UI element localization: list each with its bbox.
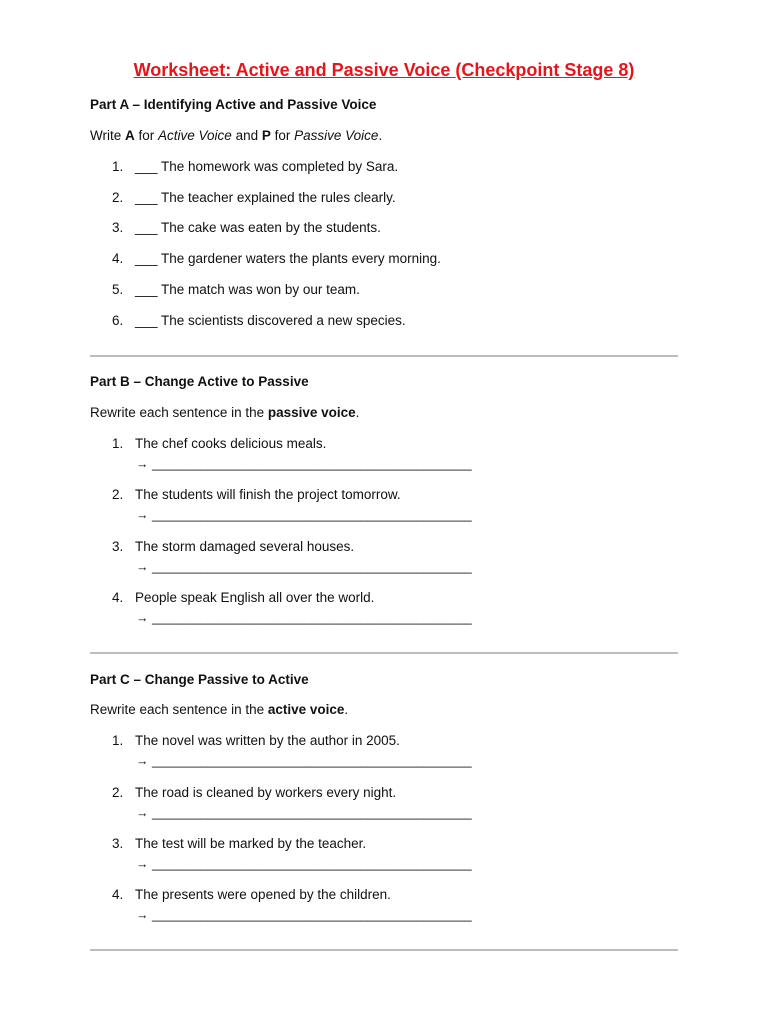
- item-number: 1.: [112, 733, 124, 748]
- part-b-item: [112, 539, 354, 554]
- instr-bold: active voice: [267, 702, 345, 717]
- part-b-item: [112, 487, 401, 502]
- item-number: 3.: [112, 836, 124, 851]
- part-a-item: [112, 220, 381, 235]
- item-text: ___ The gardener waters the plants every morning.: [135, 251, 441, 266]
- answer-line[interactable]: → ______________________________________________: [136, 857, 472, 871]
- instr-bold: passive voice: [267, 405, 356, 420]
- item-text: The students will finish the project tomorrow.: [135, 487, 401, 502]
- item-text: ___ The scientists discovered a new species.: [135, 313, 406, 328]
- item-number: 5.: [112, 282, 124, 297]
- answer-line[interactable]: → ______________________________________________: [136, 754, 472, 768]
- answer-line[interactable]: → ______________________________________________: [136, 806, 472, 820]
- part-c-item: [112, 733, 400, 748]
- answer-line[interactable]: → ______________________________________________: [136, 560, 472, 574]
- instr-bold: A: [125, 128, 135, 143]
- item-number: 2.: [112, 190, 124, 205]
- instr-text: .: [355, 405, 360, 420]
- instr-text: Rewrite each sentence in the: [90, 702, 268, 717]
- item-text: The storm damaged several houses.: [135, 539, 355, 554]
- item-number: 3.: [112, 539, 124, 554]
- instr-text: Rewrite each sentence in the: [90, 405, 268, 420]
- item-number: 4.: [112, 887, 124, 902]
- part-c-instructions: [90, 702, 348, 717]
- item-text: ___ The match was won by our team.: [135, 282, 360, 297]
- part-b-item: [112, 590, 374, 605]
- item-number: 4.: [112, 590, 124, 605]
- item-number: 1.: [112, 436, 124, 451]
- item-number: 3.: [112, 220, 124, 235]
- part-c-item: [112, 785, 396, 800]
- part-a-item: [112, 282, 360, 297]
- item-text: The novel was written by the author in 2005.: [135, 733, 400, 748]
- answer-line[interactable]: → ______________________________________________: [136, 508, 472, 522]
- instr-italic: Active Voice: [158, 128, 232, 143]
- instr-bold: P: [261, 128, 271, 143]
- item-number: 2.: [112, 785, 124, 800]
- answer-line[interactable]: → ______________________________________________: [136, 908, 472, 922]
- part-c-item: [112, 887, 391, 902]
- part-a-instructions: [90, 128, 382, 143]
- item-text: The presents were opened by the children.: [135, 887, 391, 902]
- instr-text: for: [134, 128, 159, 143]
- item-text: ___ The cake was eaten by the students.: [135, 220, 381, 235]
- item-text: The test will be marked by the teacher.: [135, 836, 367, 851]
- part-a-item: [112, 190, 396, 205]
- item-text: People speak English all over the world.: [135, 590, 375, 605]
- part-a-item: [112, 313, 406, 328]
- part-a-item: [112, 159, 398, 174]
- instr-italic: Passive Voice: [294, 128, 379, 143]
- answer-line[interactable]: → ______________________________________________: [136, 611, 472, 625]
- part-c-item: [112, 836, 366, 851]
- item-text: ___ The teacher explained the rules clearly.: [135, 190, 396, 205]
- instr-text: for: [270, 128, 295, 143]
- item-text: The road is cleaned by workers every night.: [135, 785, 397, 800]
- item-number: 2.: [112, 487, 124, 502]
- section-divider: [90, 652, 678, 654]
- item-text: ___ The homework was completed by Sara.: [135, 159, 399, 174]
- item-number: 1.: [112, 159, 124, 174]
- instr-text: .: [344, 702, 349, 717]
- part-b-item: [112, 436, 326, 451]
- part-a-item: [112, 251, 441, 266]
- item-number: 6.: [112, 313, 124, 328]
- section-divider: [90, 355, 678, 357]
- part-a-heading: Part A – Identifying Active and Passive Voice: [90, 97, 377, 112]
- part-b-heading: Part B – Change Active to Passive: [90, 374, 309, 389]
- part-c-heading: Part C – Change Passive to Active: [90, 672, 309, 687]
- item-text: The chef cooks delicious meals.: [135, 436, 327, 451]
- instr-text: .: [378, 128, 383, 143]
- instr-text: and: [231, 128, 262, 143]
- part-b-instructions: [90, 405, 359, 420]
- section-divider: [90, 949, 678, 951]
- page-title: Worksheet: Active and Passive Voice (Checkpoint Stage 8): [133, 60, 635, 80]
- answer-line[interactable]: → ______________________________________________: [136, 457, 472, 471]
- item-number: 4.: [112, 251, 124, 266]
- instr-text: Write: [90, 128, 126, 143]
